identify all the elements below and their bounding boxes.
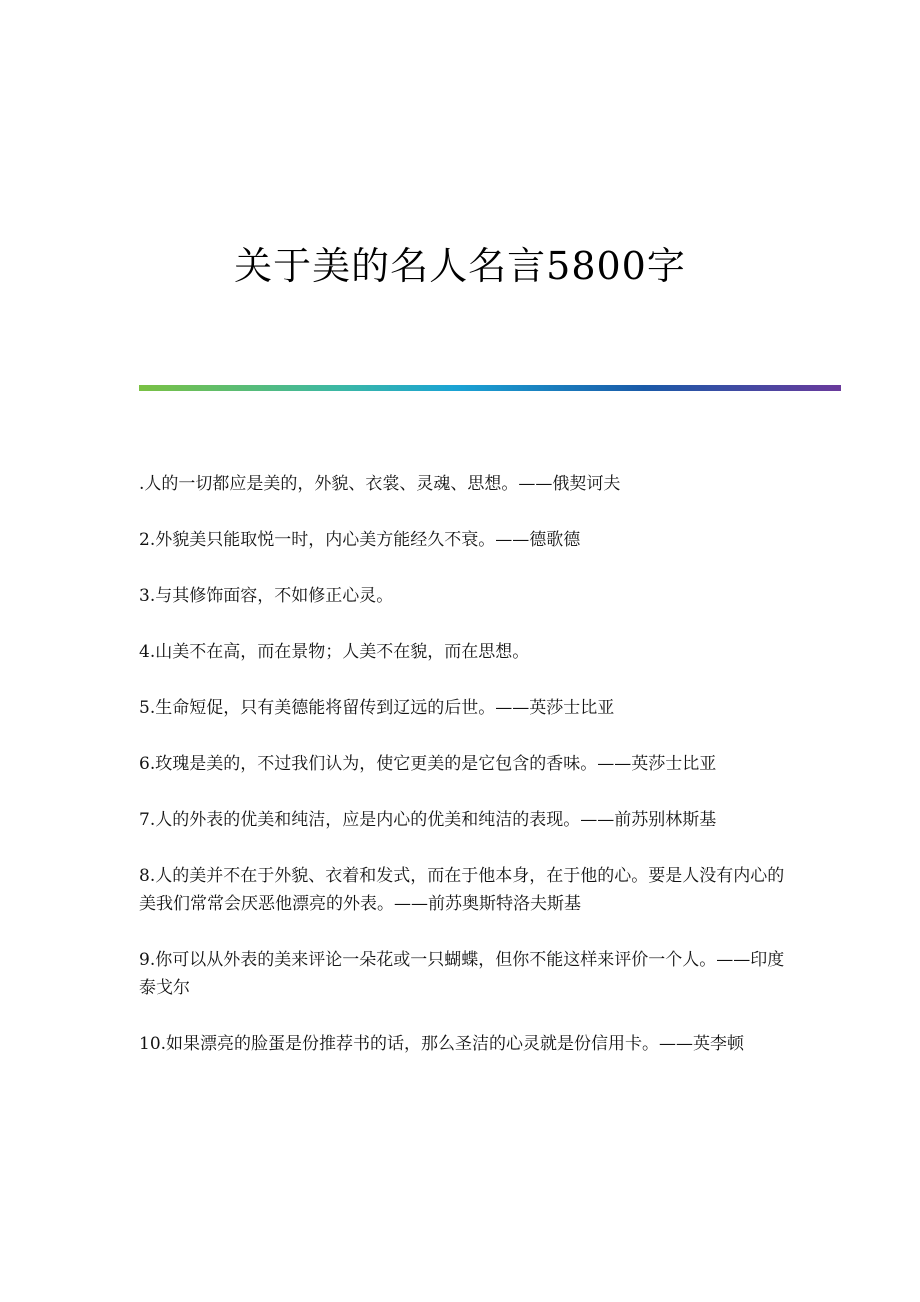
quote-item-10: 10.如果漂亮的脸蛋是份推荐书的话，那么圣洁的心灵就是份信用卡。——英李顿 bbox=[139, 1034, 745, 1054]
quote-item-8: 8.人的美并不在于外貌、衣着和发式，而在于他本身，在于他的心。要是人没有内心的美我们常常会厌恶他漂亮的外表。——前苏奥斯特洛夫斯基 bbox=[139, 866, 785, 914]
quote-item-9: 9.你可以从外表的美来评论一朵花或一只蝴蝶，但你不能这样来评价一个人。——印度泰戈尔 bbox=[139, 950, 785, 998]
quote-item-7: 7.人的外表的优美和纯洁，应是内心的优美和纯洁的表现。——前苏别林斯基 bbox=[139, 810, 717, 830]
quote-item-6: 6.玫瑰是美的，不过我们认为，使它更美的是它包含的香味。——英莎士比亚 bbox=[139, 754, 717, 774]
quote-item-3: 3.与其修饰面容，不如修正心灵。 bbox=[139, 586, 394, 606]
quote-item-1: .人的一切都应是美的，外貌、衣裳、灵魂、思想。——俄契诃夫 bbox=[139, 474, 621, 494]
page-title: 关于美的名人名言5800字 bbox=[234, 244, 686, 289]
quote-item-5: 5.生命短促，只有美德能将留传到辽远的后世。——英莎士比亚 bbox=[139, 698, 615, 718]
quote-item-2: 2.外貌美只能取悦一时，内心美方能经久不衰。——德歌德 bbox=[139, 530, 581, 550]
title-divider bbox=[139, 385, 841, 391]
quote-item-4: 4.山美不在高，而在景物；人美不在貌，而在思想。 bbox=[139, 642, 530, 662]
quote-list bbox=[139, 470, 789, 1086]
